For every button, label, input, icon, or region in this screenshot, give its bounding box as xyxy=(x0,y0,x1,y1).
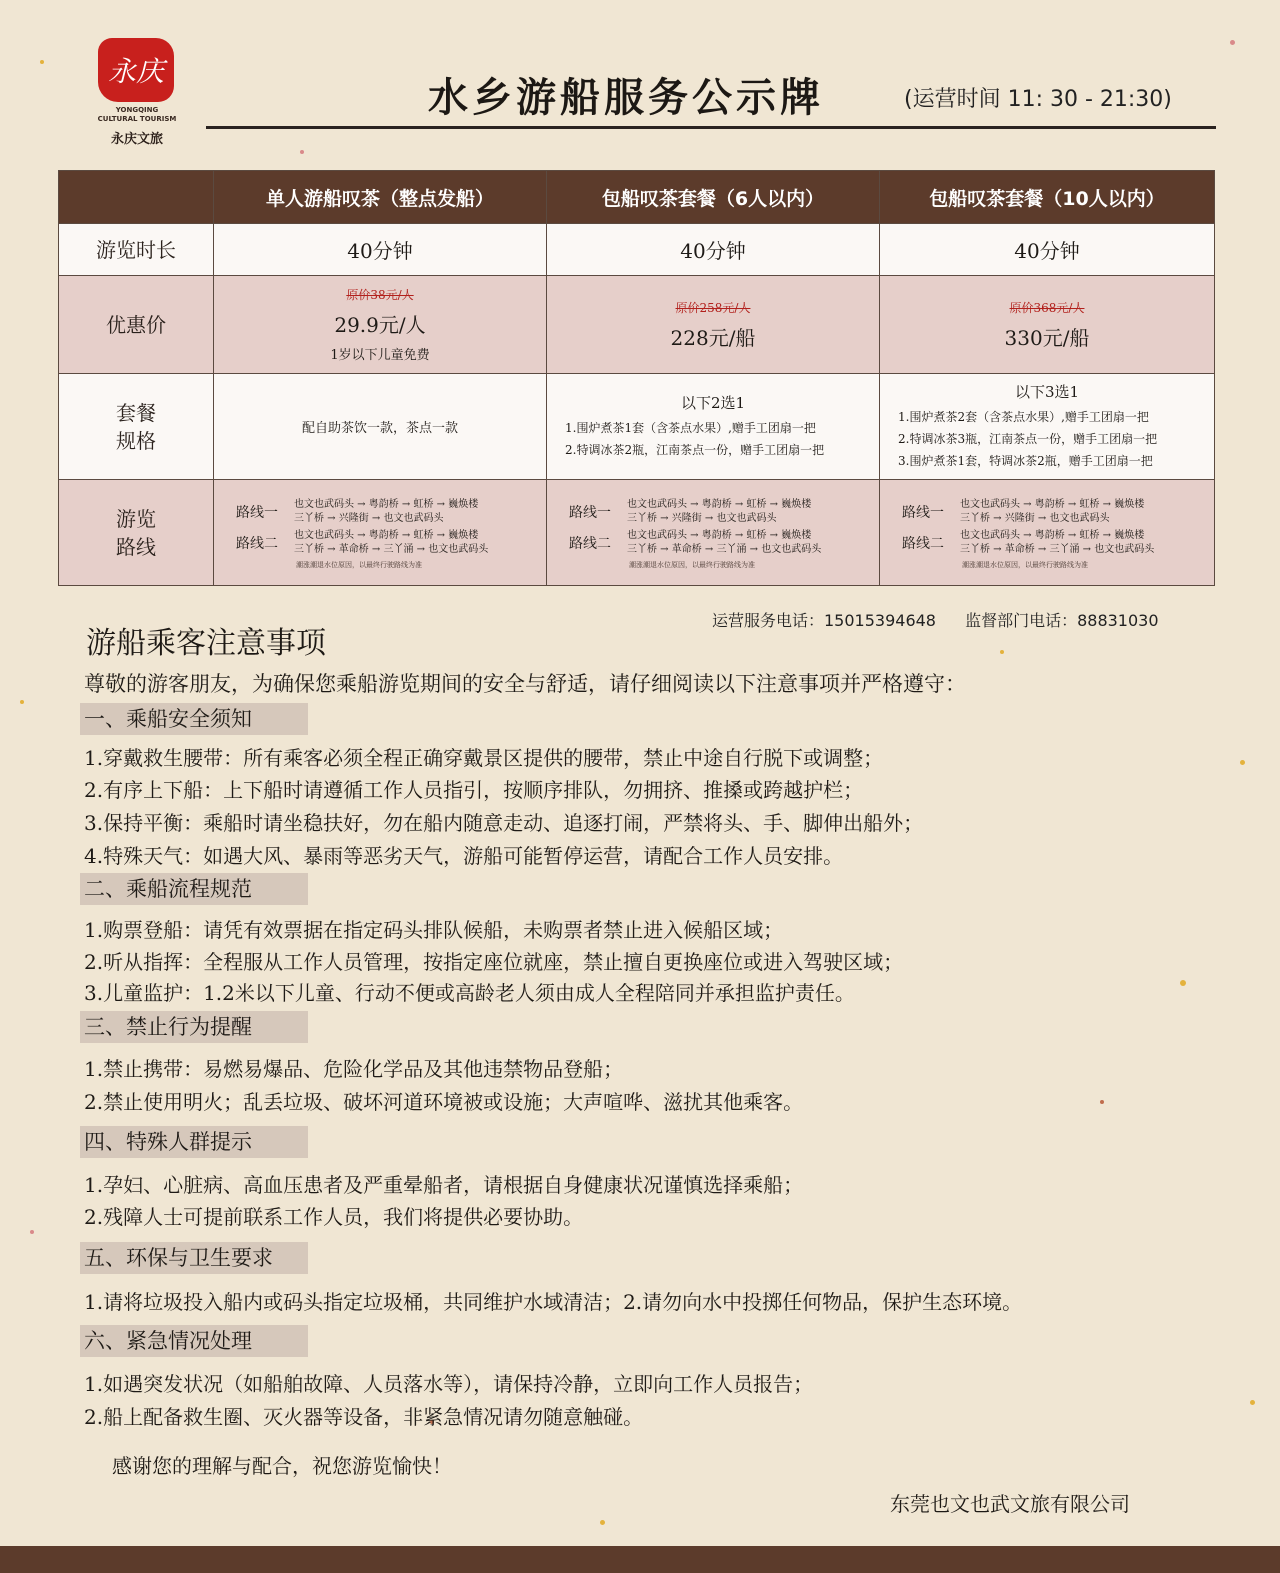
company-name: 东莞也文也武文旅有限公司 xyxy=(890,1492,1130,1516)
route-path-line: 三丫桥 → 兴隆街 → 也文也武码头 xyxy=(960,513,1110,524)
notice-line: 3.儿童监护：1.2米以下儿童、行动不便或高龄老人须由成人全程陪同并承担监护责任。 xyxy=(84,981,855,1005)
duration-value: 40分钟 xyxy=(880,224,1215,276)
section-heading: 四、特殊人群提示 xyxy=(80,1126,308,1158)
notice-title: 游船乘客注意事项 xyxy=(86,626,326,661)
row-label: 游览时长 xyxy=(59,224,214,276)
route-one xyxy=(880,498,1214,526)
duration-value: 40分钟 xyxy=(214,224,547,276)
package-row xyxy=(59,374,1215,480)
notice-line: 1.禁止携带：易燃易爆品、危险化学品及其他违禁物品登船； xyxy=(84,1057,624,1081)
route-path xyxy=(960,498,1144,526)
section-heading: 三、禁止行为提醒 xyxy=(80,1011,308,1043)
route-cell xyxy=(214,480,547,586)
route-two xyxy=(214,529,546,557)
route-cell xyxy=(880,480,1215,586)
package-choice-head: 以下2选1 xyxy=(680,394,746,412)
price-row xyxy=(59,276,1215,374)
price-note: 1岁以下儿童免费 xyxy=(330,348,430,363)
route-path-line: 三丫桥 → 兴隆街 → 也文也武码头 xyxy=(294,513,444,524)
route-two xyxy=(880,529,1214,557)
route-label: 路线二 xyxy=(902,536,944,552)
route-path-line: 三丫桥 → 革命桥 → 三丫涌 → 也文也武码头 xyxy=(627,544,822,555)
table-header-row xyxy=(59,171,1215,224)
row-label-line: 套餐 xyxy=(116,400,156,425)
route-path-line: 三丫桥 → 革命桥 → 三丫涌 → 也文也武码头 xyxy=(960,544,1155,555)
notice-line: 1.购票登船：请凭有效票据在指定码头排队候船，未购票者禁止进入候船区域； xyxy=(84,918,784,942)
route-path-line: 也文也武码头 → 粤韵桥 → 虹桥 → 巍焕楼 xyxy=(294,499,479,510)
route-row xyxy=(59,480,1215,586)
price-cell xyxy=(214,276,547,374)
notice-line: 2.船上配备救生圈、灭火器等设备，非紧急情况请勿随意触碰。 xyxy=(84,1405,644,1429)
route-two xyxy=(547,529,879,557)
row-label: 优惠价 xyxy=(59,276,214,374)
package-option: 1.围炉煮茶1套（含茶点水果）,赠手工团扇一把 xyxy=(565,421,816,435)
route-one xyxy=(214,498,546,526)
supervision-phone: 监督部门电话：88831030 xyxy=(965,611,1159,630)
column-header: 包船叹茶套餐（10人以内） xyxy=(880,171,1215,224)
logo-glyph: 永庆 xyxy=(107,55,164,88)
package-choice-head: 以下3选1 xyxy=(1014,383,1080,401)
route-path-line: 也文也武码头 → 粤韵桥 → 虹桥 → 巍焕楼 xyxy=(960,499,1145,510)
discount-price: 330元/船 xyxy=(1004,325,1090,350)
package-option: 3.围炉煮茶1套，特调冰茶2瓶，赠手工团扇一把 xyxy=(898,454,1153,468)
service-table xyxy=(58,170,1215,586)
route-path xyxy=(627,529,821,557)
package-option: 2.特调冰茶2瓶，江南茶点一份，赠手工团扇一把 xyxy=(565,443,825,457)
route-one xyxy=(547,498,879,526)
package-option: 1.围炉煮茶2套（含茶点水果）,赠手工团扇一把 xyxy=(898,410,1149,424)
notice-intro: 尊敬的游客朋友，为确保您乘船游览期间的安全与舒适，请仔细阅读以下注意事项并严格遵守： xyxy=(84,672,966,696)
route-note: 潮涨潮退水位原因，以最终行驶路线为准 xyxy=(962,561,1088,569)
route-path-line: 三丫桥 → 革命桥 → 三丫涌 → 也文也武码头 xyxy=(294,544,489,555)
notice-line: 1.请将垃圾投入船内或码头指定垃圾桶，共同维护水域清洁；2.请勿向水中投掷任何物品，保护生态环境。 xyxy=(84,1290,1023,1314)
thanks-message: 感谢您的理解与配合，祝您游览愉快！ xyxy=(112,1454,452,1478)
section-heading: 一、乘船安全须知 xyxy=(80,703,308,735)
page-title: 水乡游船服务公示牌 xyxy=(428,75,824,121)
route-note: 潮涨潮退水位原因，以最终行驶路线为准 xyxy=(629,561,755,569)
notice-line: 2.残障人士可提前联系工作人员，我们将提供必要协助。 xyxy=(84,1205,584,1229)
route-path-line: 也文也武码头 → 粤韵桥 → 虹桥 → 巍焕楼 xyxy=(960,530,1145,541)
logo-chinese: 永庆文旅 xyxy=(110,132,163,147)
price-cell xyxy=(880,276,1215,374)
row-label-line: 规格 xyxy=(116,428,156,453)
notice-line: 1.如遇突发状况（如船舶故障、人员落水等），请保持冷静，立即向工作人员报告； xyxy=(84,1372,814,1396)
route-note: 潮涨潮退水位原因，以最终行驶路线为准 xyxy=(296,561,422,569)
notice-line: 2.听从指挥：全程服从工作人员管理，按指定座位就座，禁止擅自更换座位或进入驾驶区域； xyxy=(84,950,904,974)
route-path xyxy=(960,529,1154,557)
service-phone: 运营服务电话：15015394648 xyxy=(712,611,936,630)
discount-price: 29.9元/人 xyxy=(334,313,426,337)
section-heading: 二、乘船流程规范 xyxy=(80,873,308,905)
section-heading: 六、紧急情况处理 xyxy=(80,1325,308,1357)
logo-english: YONGQING CULTURAL TOURISM xyxy=(97,106,177,123)
duration-row xyxy=(59,224,1215,276)
route-label: 路线一 xyxy=(236,505,278,521)
operating-hours: (运营时间 11: 30 - 21:30) xyxy=(904,87,1172,112)
duration-value: 40分钟 xyxy=(547,224,880,276)
header-corner xyxy=(59,171,214,224)
route-path-line: 三丫桥 → 兴隆街 → 也文也武码头 xyxy=(627,513,777,524)
route-label: 路线二 xyxy=(236,536,278,552)
row-label-line: 路线 xyxy=(116,534,156,559)
title-divider xyxy=(206,126,1216,129)
row-label-line: 游览 xyxy=(116,506,156,531)
column-header: 单人游船叹茶（整点发船） xyxy=(214,171,547,224)
logo-mark xyxy=(98,38,174,102)
price-cell xyxy=(547,276,880,374)
original-price: 原价368元/人 xyxy=(1009,300,1085,315)
route-path xyxy=(627,498,811,526)
row-label xyxy=(59,480,214,586)
notice-line: 1.穿戴救生腰带：所有乘客必须全程正确穿戴景区提供的腰带，禁止中途自行脱下或调整； xyxy=(84,746,884,770)
route-path-line: 也文也武码头 → 粤韵桥 → 虹桥 → 巍焕楼 xyxy=(627,499,812,510)
notice-line: 2.有序上下船：上下船时请遵循工作人员指引，按顺序排队，勿拥挤、推搡或跨越护栏； xyxy=(84,778,864,802)
notice-line: 2.禁止使用明火；乱丢垃圾、破坏河道环境被或设施；大声喧哗、滋扰其他乘客。 xyxy=(84,1090,804,1114)
footer-bar xyxy=(0,1546,1280,1573)
section-heading: 五、环保与卫生要求 xyxy=(80,1242,308,1274)
route-label: 路线二 xyxy=(569,536,611,552)
notice-line: 3.保持平衡：乘船时请坐稳扶好，勿在船内随意走动、追逐打闹，严禁将头、手、脚伸出船外； xyxy=(84,811,924,835)
route-cell xyxy=(547,480,880,586)
notice-line: 1.孕妇、心脏病、高血压患者及严重晕船者，请根据自身健康状况谨慎选择乘船； xyxy=(84,1173,804,1197)
route-label: 路线一 xyxy=(569,505,611,521)
route-path xyxy=(294,498,478,526)
package-cell xyxy=(880,374,1215,480)
route-label: 路线一 xyxy=(902,505,944,521)
package-cell: 配自助茶饮一款，茶点一款 xyxy=(214,374,547,480)
contact-phones xyxy=(712,608,1159,631)
original-price: 原价258元/人 xyxy=(675,300,751,315)
route-path-line: 也文也武码头 → 粤韵桥 → 虹桥 → 巍焕楼 xyxy=(294,530,479,541)
column-header: 包船叹茶套餐（6人以内） xyxy=(547,171,880,224)
route-path xyxy=(294,529,488,557)
row-label xyxy=(59,374,214,480)
package-option: 2.特调冰茶3瓶，江南茶点一份，赠手工团扇一把 xyxy=(898,432,1158,446)
discount-price: 228元/船 xyxy=(670,325,756,350)
notice-line: 4.特殊天气：如遇大风、暴雨等恶劣天气，游船可能暂停运营，请配合工作人员安排。 xyxy=(84,844,844,868)
original-price: 原价38元/人 xyxy=(346,288,414,302)
route-path-line: 也文也武码头 → 粤韵桥 → 虹桥 → 巍焕楼 xyxy=(627,530,812,541)
package-cell xyxy=(547,374,880,480)
